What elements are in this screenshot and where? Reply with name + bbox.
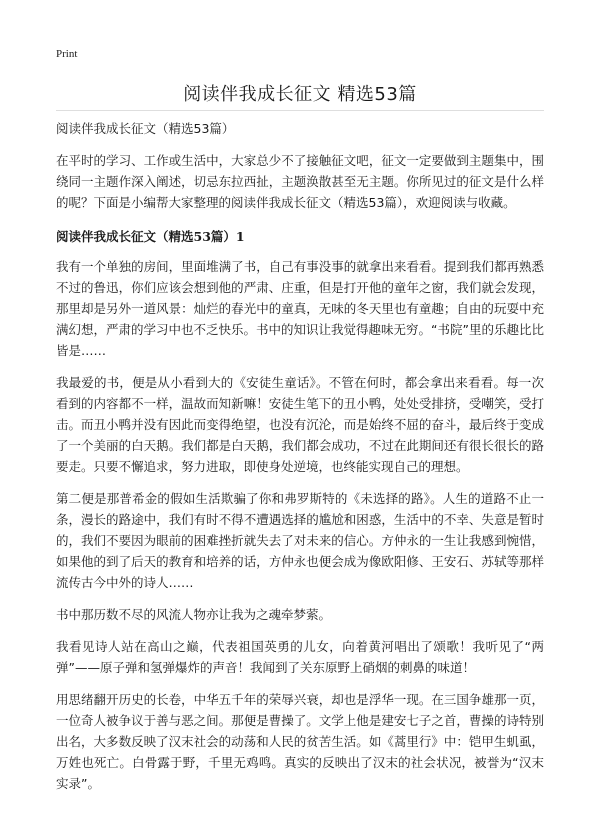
article-body: [56, 118, 544, 805]
print-link[interactable]: Print: [56, 48, 78, 60]
intro-paragraph: 在平时的学习、工作或生活中，大家总少不了接触征文吧，征文一定要做到主题集中，围绕同一主题作深入阐述，切忌东拉西扯，主题涣散甚至无主题。你所见过的征文是什么样的呢？下面是小编帮大家整理的阅读伴我成长征文（精选53篇），欢迎阅读与收藏。: [56, 153, 544, 210]
body-paragraph-4: 书中那历数不尽的风流人物亦让我为之魂牵梦萦。: [56, 607, 332, 622]
title-divider: [56, 110, 544, 111]
body-paragraph-6: 用思绪翻开历史的长卷，中华五千年的荣辱兴衰，却也是浮华一现。在三国争雄那一页，一位奇人被争议于善与恶之间。那便是曹操了。文学上他是建安七子之首，曹操的诗特别出名，大多数反映了汉末社会的动荡和人民的贫苦生活。如《蒿里行》中：铠甲生虮虱，万姓也死亡。白骨露于野，千里无鸡鸣。真实的反映出了汉末的社会状况，被誉为“汉末实录”。: [56, 692, 544, 791]
body-paragraph-5: 我看见诗人站在高山之巅，代表祖国英勇的儿女，向着黄河唱出了颂歌！我听见了“两弹”——原子弹和氢弹爆炸的声音！我闻到了关东原野上硝烟的刺鼻的味道！: [56, 639, 544, 675]
body-paragraph-3: 第二便是那普希金的假如生活欺骗了你和弗罗斯特的《未选择的路》。人生的道路不止一条，漫长的路途中，我们有时不得不遭遇选择的尴尬和困惑，生活中的不幸、失意是暂时的，我们不要因为眼前的困难挫折就失去了对未来的信心。方仲永的一生让我感到惋惜，如果他的到了后天的教育和培养的话，方仲永也便会成为像欧阳修、王安石、苏轼等那样流传古今中外的诗人……: [56, 491, 544, 590]
body-paragraph-1: 我有一个单独的房间，里面堆满了书，自己有事没事的就拿出来看看。提到我们都再熟悉不过的鲁迅，你们应该会想到他的严肃、庄重，但是打开他的童年之窗，我们就会发现，那里却是另外一道风景：灿烂的春光中的童真，无味的冬天里也有童趣；自由的玩耍中充满幻想，严肃的学习中也不乏快乐。书中的知识让我觉得趣味无穷。“书院”里的乐趣比比皆是……: [56, 259, 544, 358]
article-subtitle: 阅读伴我成长征文（精选53篇）: [56, 121, 235, 136]
page-title: 阅读伴我成长征文 精选53篇: [183, 84, 417, 105]
section-heading: 阅读伴我成长征文（精选53篇）1: [56, 229, 245, 244]
body-paragraph-2: 我最爱的书，便是从小看到大的《安徒生童话》。不管在何时，都会拿出来看看。每一次看到的内容都不一样，温故而知新嘛！安徒生笔下的丑小鸭，处处受排挤，受嘲笑，受打击。而丑小鸭并没有因此而变得绝望，也没有沉沦，而是始终不屈的奋斗，最后终于变成了一个美丽的白天鹅。我们都是白天鹅，我们都会成功，不过在此期间还有很长很长的路要走。只要不懈追求，努力进取，即使身处逆境，也终能实现自己的理想。: [56, 375, 544, 474]
